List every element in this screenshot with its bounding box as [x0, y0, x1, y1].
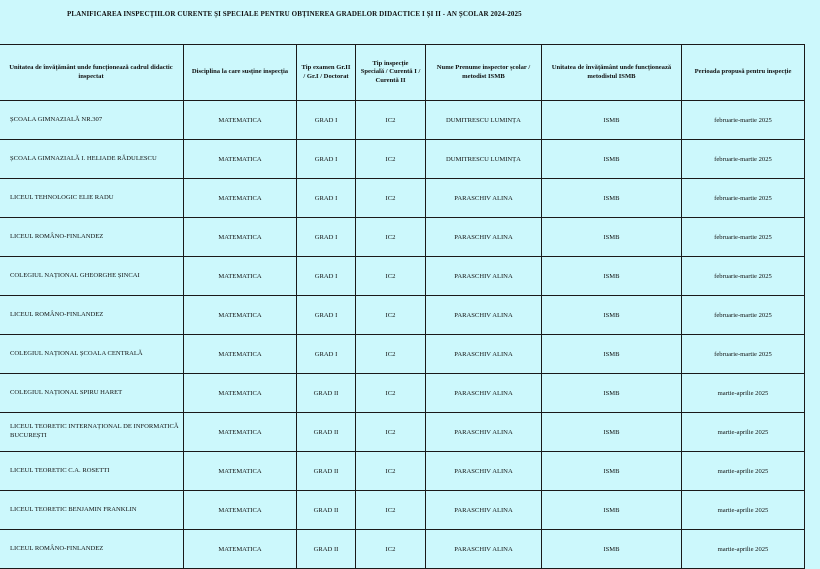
cell-discipline: MATEMATICA — [184, 491, 297, 530]
cell-period: februarie-martie 2025 — [682, 218, 805, 257]
cell-inspector: PARASCHIV ALINA — [426, 179, 542, 218]
cell-inspector-unit: ISMB — [542, 179, 682, 218]
cell-discipline: MATEMATICA — [184, 374, 297, 413]
cell-inspector-unit: ISMB — [542, 296, 682, 335]
cell-exam: GRAD I — [297, 257, 356, 296]
cell-unit: LICEUL ROMÂNO-FINLANDEZ — [0, 218, 184, 257]
cell-inspection: IC2 — [356, 491, 426, 530]
table-row — [0, 296, 805, 335]
cell-inspector-unit: ISMB — [542, 452, 682, 491]
cell-exam: GRAD I — [297, 179, 356, 218]
cell-discipline: MATEMATICA — [184, 179, 297, 218]
cell-inspector-unit: ISMB — [542, 374, 682, 413]
header-unit: Unitatea de învățământ unde funcționează cadrul didactic inspectat — [0, 45, 184, 101]
cell-period: martie-aprilie 2025 — [682, 491, 805, 530]
cell-period: februarie-martie 2025 — [682, 140, 805, 179]
table-row — [0, 218, 805, 257]
table-row — [0, 374, 805, 413]
cell-inspector: DUMITRESCU LUMINȚA — [426, 101, 542, 140]
cell-inspector-unit: ISMB — [542, 101, 682, 140]
cell-unit: COLEGIUL NAȚIONAL ȘCOALA CENTRALĂ — [0, 335, 184, 374]
cell-inspector: PARASCHIV ALINA — [426, 257, 542, 296]
cell-discipline: MATEMATICA — [184, 530, 297, 569]
cell-inspector-unit: ISMB — [542, 218, 682, 257]
cell-inspection: IC2 — [356, 218, 426, 257]
cell-unit: LICEUL ROMÂNO-FINLANDEZ — [0, 296, 184, 335]
cell-unit: LICEUL ROMÂNO-FINLANDEZ — [0, 530, 184, 569]
cell-inspector: PARASCHIV ALINA — [426, 413, 542, 452]
cell-inspection: IC2 — [356, 530, 426, 569]
cell-exam: GRAD I — [297, 101, 356, 140]
cell-period: februarie-martie 2025 — [682, 101, 805, 140]
cell-discipline: MATEMATICA — [184, 335, 297, 374]
cell-inspection: IC2 — [356, 140, 426, 179]
cell-unit: LICEUL TEHNOLOGIC ELIE RADU — [0, 179, 184, 218]
cell-inspector: PARASCHIV ALINA — [426, 296, 542, 335]
cell-exam: GRAD I — [297, 218, 356, 257]
header-discipline: Disciplina la care susține inspecția — [184, 45, 297, 101]
header-inspector: Nume Prenume inspector școlar / metodist ISMB — [426, 45, 542, 101]
cell-discipline: MATEMATICA — [184, 101, 297, 140]
inspection-plan-table — [0, 44, 805, 569]
cell-inspection: IC2 — [356, 257, 426, 296]
cell-inspection: IC2 — [356, 413, 426, 452]
cell-period: februarie-martie 2025 — [682, 296, 805, 335]
cell-discipline: MATEMATICA — [184, 413, 297, 452]
page-title: PLANIFICAREA INSPECȚIILOR CURENTE ȘI SPECIALE PENTRU OBȚINEREA GRADELOR DIDACTICE I ȘI II - AN ȘCOLAR 2024-2025 — [67, 10, 522, 18]
table-row — [0, 452, 805, 491]
header-exam-type: Tip examen Gr.II / Gr.I / Doctorat — [297, 45, 356, 101]
table-row — [0, 335, 805, 374]
cell-inspector-unit: ISMB — [542, 140, 682, 179]
header-inspector-unit: Unitatea de învățământ unde funcționează metodistul ISMB — [542, 45, 682, 101]
cell-inspection: IC2 — [356, 296, 426, 335]
cell-period: martie-aprilie 2025 — [682, 452, 805, 491]
cell-inspection: IC2 — [356, 101, 426, 140]
table-row — [0, 491, 805, 530]
table-row — [0, 101, 805, 140]
cell-inspector-unit: ISMB — [542, 413, 682, 452]
cell-inspector-unit: ISMB — [542, 530, 682, 569]
cell-unit: ȘCOALA GIMNAZIALĂ NR.307 — [0, 101, 184, 140]
cell-inspector-unit: ISMB — [542, 257, 682, 296]
table-row — [0, 530, 805, 569]
header-inspection-type: Tip inspecție Specială / Curentă I / Curentă II — [356, 45, 426, 101]
cell-exam: GRAD II — [297, 530, 356, 569]
cell-inspector-unit: ISMB — [542, 491, 682, 530]
table-row — [0, 140, 805, 179]
cell-inspector-unit: ISMB — [542, 335, 682, 374]
table-header-row — [0, 45, 805, 101]
cell-unit: ȘCOALA GIMNAZIALĂ I. HELIADE RĂDULESCU — [0, 140, 184, 179]
cell-unit: LICEUL TEORETIC C.A. ROSETTI — [0, 452, 184, 491]
cell-unit: LICEUL TEORETIC INTERNAȚIONAL DE INFORMATICĂ BUCUREȘTI — [0, 413, 184, 452]
cell-inspector: PARASCHIV ALINA — [426, 530, 542, 569]
cell-exam: GRAD II — [297, 374, 356, 413]
cell-inspector: DUMITRESCU LUMINȚA — [426, 140, 542, 179]
cell-inspector: PARASCHIV ALINA — [426, 374, 542, 413]
cell-inspector: PARASCHIV ALINA — [426, 335, 542, 374]
cell-period: februarie-martie 2025 — [682, 257, 805, 296]
cell-inspector: PARASCHIV ALINA — [426, 491, 542, 530]
cell-inspection: IC2 — [356, 179, 426, 218]
cell-exam: GRAD II — [297, 452, 356, 491]
cell-period: martie-aprilie 2025 — [682, 530, 805, 569]
cell-unit: COLEGIUL NAȚIONAL SPIRU HARET — [0, 374, 184, 413]
cell-exam: GRAD II — [297, 491, 356, 530]
cell-inspection: IC2 — [356, 335, 426, 374]
cell-exam: GRAD II — [297, 413, 356, 452]
cell-exam: GRAD I — [297, 335, 356, 374]
cell-discipline: MATEMATICA — [184, 218, 297, 257]
cell-discipline: MATEMATICA — [184, 452, 297, 491]
cell-exam: GRAD I — [297, 140, 356, 179]
cell-discipline: MATEMATICA — [184, 257, 297, 296]
table-row — [0, 179, 805, 218]
table-row — [0, 413, 805, 452]
cell-period: februarie-martie 2025 — [682, 179, 805, 218]
cell-inspector: PARASCHIV ALINA — [426, 452, 542, 491]
cell-inspection: IC2 — [356, 374, 426, 413]
table-row — [0, 257, 805, 296]
cell-inspector: PARASCHIV ALINA — [426, 218, 542, 257]
cell-unit: LICEUL TEORETIC BENJAMIN FRANKLIN — [0, 491, 184, 530]
header-period: Perioada propusă pentru inspecție — [682, 45, 805, 101]
cell-period: martie-aprilie 2025 — [682, 413, 805, 452]
cell-period: februarie-martie 2025 — [682, 335, 805, 374]
cell-exam: GRAD I — [297, 296, 356, 335]
cell-discipline: MATEMATICA — [184, 296, 297, 335]
cell-discipline: MATEMATICA — [184, 140, 297, 179]
cell-inspection: IC2 — [356, 452, 426, 491]
cell-period: martie-aprilie 2025 — [682, 374, 805, 413]
cell-unit: COLEGIUL NAȚIONAL GHEORGHE ȘINCAI — [0, 257, 184, 296]
